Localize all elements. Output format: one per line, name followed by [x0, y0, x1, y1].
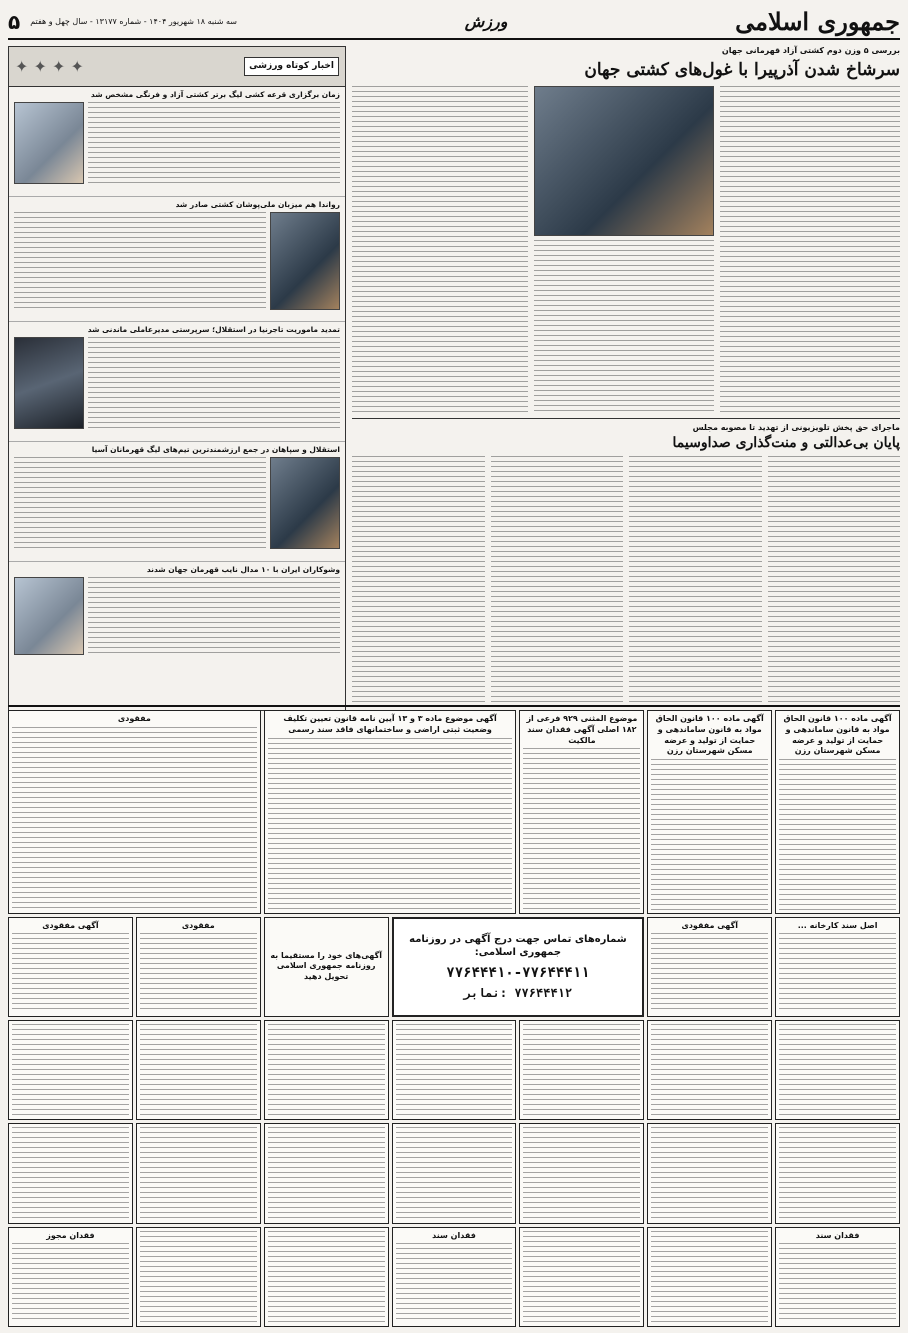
- briefs-column: [8, 46, 346, 711]
- ad-box: [775, 1123, 900, 1223]
- second-kicker: ماجرای حق پخش تلویزیونی از تهدید تا مصوبه مجلس: [692, 423, 900, 433]
- ad-box: [775, 710, 900, 914]
- brief-item: [9, 87, 345, 197]
- ad-box: [392, 1020, 517, 1120]
- ad-title: مفقودی: [181, 920, 215, 930]
- ad-title: موضوع المثنی ۹۲۹ فرعی از ۱۸۲ اصلی آگهی فقدان سند مالکیت: [526, 714, 638, 745]
- lead-body-col-1: [720, 86, 900, 413]
- contact-box: [392, 917, 645, 1017]
- wrestler-silhouettes-icon: ✦ ✦ ✦ ✦: [15, 56, 84, 76]
- brief-photo: [270, 457, 340, 549]
- brief-photo: [14, 102, 84, 184]
- brief-title: زمان برگزاری قرعه کشی لیگ برتر کشتی آزاد و فرنگی مشخص شد: [90, 90, 340, 99]
- ad-box: [136, 917, 261, 1017]
- ad-title: آگهی مفقودی: [42, 920, 99, 930]
- ad-box: [264, 1227, 389, 1327]
- brief-title: استقلال و سپاهان در جمع ارزشمندترین تیم‌های لیگ قهرمانان آسیا: [91, 445, 340, 454]
- second-body-col-4: [352, 456, 485, 711]
- ad-box: [647, 1123, 772, 1223]
- second-body-col-3: [491, 456, 624, 711]
- ad-box: [264, 1123, 389, 1223]
- ad-box: [8, 917, 133, 1017]
- ad-box: [8, 1123, 133, 1223]
- masthead: [8, 6, 900, 40]
- ad-box: [8, 1227, 133, 1327]
- ad-box: [519, 1123, 644, 1223]
- briefs-banner: [9, 47, 345, 87]
- ad-title: آگهی ماده ۱۰۰ قانون الحاق مواد به قانون ساماندهی و حمایت از تولید و عرضه مسکن شهرستان رزن: [783, 714, 892, 756]
- ad-title: آگهی مفقودی: [681, 920, 738, 930]
- ad-title: فقدان سند: [432, 1230, 476, 1240]
- contact-title: شماره‌های تماس جهت درج آگهی در روزنامه جمهوری اسلامی:: [409, 933, 627, 959]
- second-body-col-2: [629, 456, 762, 711]
- second-body-col-1: [768, 456, 901, 711]
- ad-title: اصل سند کارخانه ...: [797, 920, 878, 930]
- issue-date: سه شنبه ۱۸ شهریور ۱۴۰۴ - شماره ۱۳۱۷۷ - سال چهل و هفتم: [30, 16, 237, 26]
- ad-title: آگهی موضوع ماده ۳ و ۱۳ آیین نامه قانون تعیین تکلیف وضعیت ثبتی اراضی و ساختمانهای فاقد سند رسمی: [283, 714, 497, 734]
- notice-text: آگهی‌های خود را مستقیما به روزنامه جمهوری اسلامی تحویل دهید: [270, 950, 382, 982]
- newspaper-logo: جمهوری اسلامی: [735, 6, 900, 36]
- ad-box: [519, 1227, 644, 1327]
- ad-box: [647, 917, 772, 1017]
- ad-title: مفقودی: [117, 714, 151, 723]
- lead-headline: سرشاخ شدن آذرپیرا با غول‌های کشتی جهان: [584, 59, 900, 80]
- brief-photo: [14, 577, 84, 655]
- brief-photo: [270, 212, 340, 310]
- ad-box: [264, 1020, 389, 1120]
- brief-item: [9, 322, 345, 442]
- second-story: [352, 418, 900, 711]
- second-headline: پایان بی‌عدالتی و منت‌گذاری صداوسیما: [672, 435, 900, 452]
- contact-fax: ۷۷۶۴۴۴۱۲ :نمابر: [463, 985, 573, 1000]
- ad-box: [519, 1020, 644, 1120]
- lead-story: [352, 86, 900, 413]
- ad-box: [775, 1020, 900, 1120]
- ad-box: [647, 1227, 772, 1327]
- ad-box: [136, 1123, 261, 1223]
- ad-box: [136, 1227, 261, 1327]
- ad-box: [775, 917, 900, 1017]
- briefs-title: اخبار کوتاه ورزشی: [244, 57, 339, 75]
- brief-title: رواندا هم میزبان ملی‌پوشان کشتی صادر شد: [175, 200, 340, 209]
- ad-box: [8, 1020, 133, 1120]
- ad-box: [392, 1227, 517, 1327]
- lead-body-col-3: [352, 86, 528, 413]
- wrestling-photo: [534, 86, 714, 236]
- ad-box: [392, 1123, 517, 1223]
- section-title: ورزش: [464, 12, 508, 32]
- classified-ads: [8, 705, 900, 1327]
- ad-title: فقدان مجوز: [46, 1230, 95, 1240]
- lead-middle: [534, 86, 714, 413]
- brief-item: [9, 442, 345, 562]
- issue-info: [8, 9, 237, 36]
- contact-phones: ۷۷۶۴۴۴۱۰-۷۷۶۴۴۴۱۱: [446, 964, 590, 981]
- ad-box: [775, 1227, 900, 1327]
- ad-box: [136, 1020, 261, 1120]
- ad-box: [264, 710, 517, 914]
- brief-item: [9, 562, 345, 710]
- main-stories: [352, 46, 900, 711]
- top-section: [8, 46, 900, 711]
- lead-kicker: بررسی ۵ وزن دوم کشتی آزاد قهرمانی جهان: [721, 46, 900, 55]
- brief-title: وشوکاران ایران با ۱۰ مدال نایب قهرمان جهان شدند: [146, 565, 340, 574]
- page-number: ۵: [8, 9, 21, 34]
- ad-title: فقدان سند: [815, 1230, 860, 1240]
- ad-box: [647, 710, 772, 914]
- brief-photo: [14, 337, 84, 429]
- ad-title: آگهی ماده ۱۰۰ قانون الحاق مواد به قانون ساماندهی و حمایت از تولید و عرضه مسکن شهرستان رزن: [655, 714, 764, 756]
- notice-box: [264, 917, 389, 1017]
- lead-body-col-2: [534, 240, 714, 413]
- brief-item: [9, 197, 345, 322]
- ad-box: [647, 1020, 772, 1120]
- ad-box: [8, 710, 261, 914]
- brief-title: تمدید ماموریت تاجرنیا در استقلال؛ سرپرستی مدیرعاملی ماندنی شد: [87, 325, 340, 334]
- ad-box: [519, 710, 644, 914]
